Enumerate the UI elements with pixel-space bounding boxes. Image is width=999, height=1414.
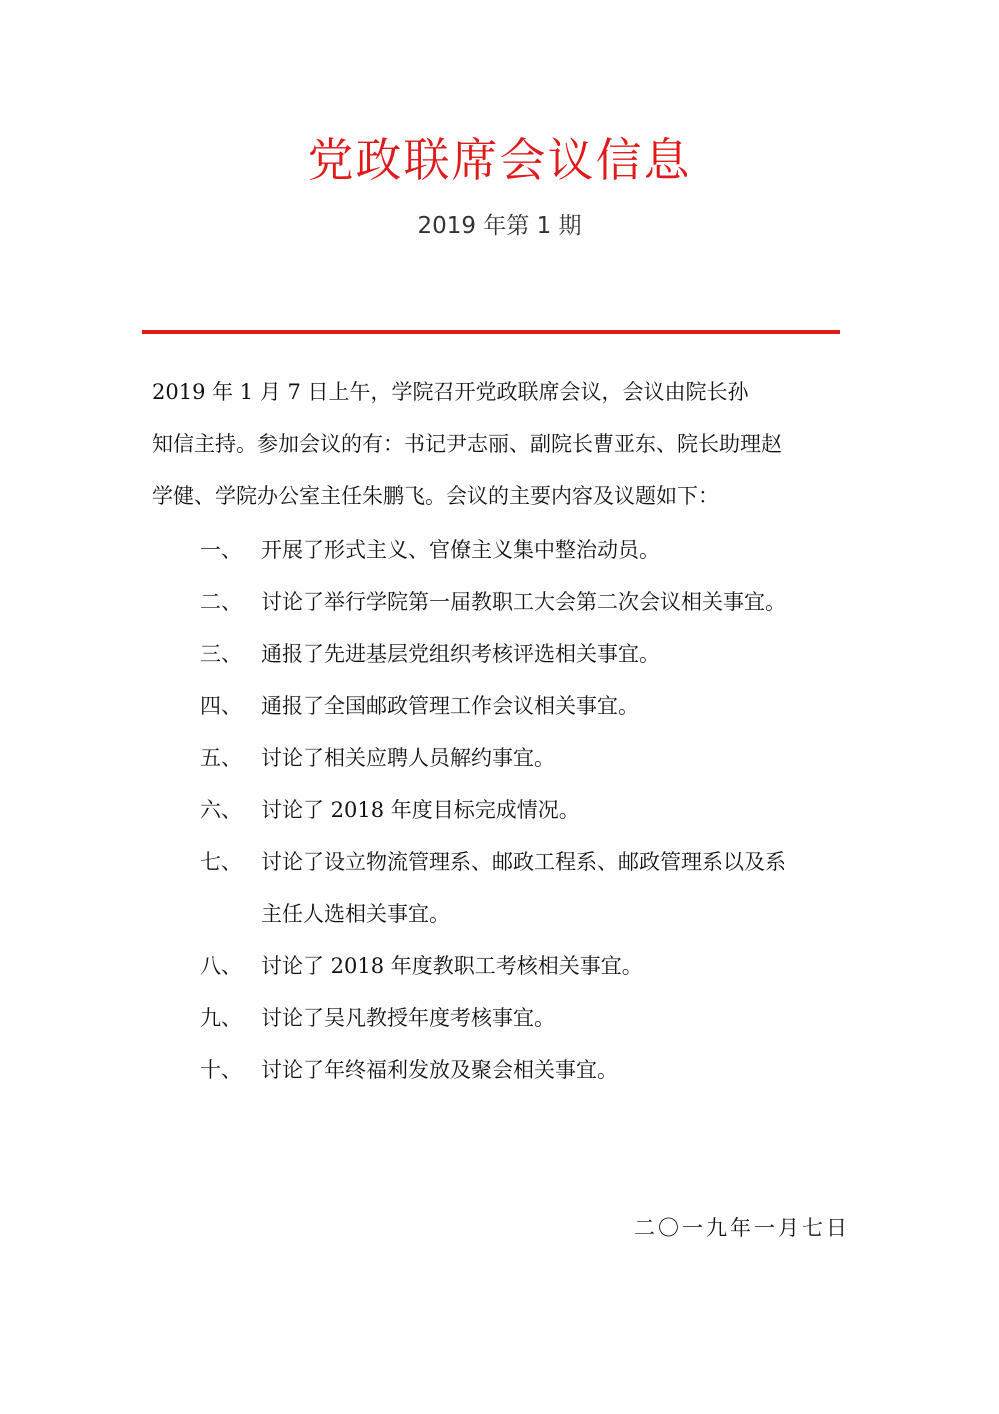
agenda-item-text: 讨论了 2018 年度目标完成情况。 xyxy=(261,798,580,822)
agenda-item-text: 讨论了设立物流管理系、邮政工程系、邮政管理系以及系 xyxy=(261,850,786,874)
agenda-item-number: 七、 xyxy=(200,850,242,874)
agenda-item-3 xyxy=(0,628,999,680)
agenda-item-text: 讨论了相关应聘人员解约事宜。 xyxy=(261,746,555,770)
agenda-item-number: 八、 xyxy=(200,954,242,978)
agenda-item-9 xyxy=(0,992,999,1044)
agenda-item-text: 讨论了举行学院第一届教职工大会第二次会议相关事宜。 xyxy=(261,590,786,614)
agenda-item-number: 十、 xyxy=(200,1058,242,1082)
agenda-item-number: 五、 xyxy=(200,746,242,770)
agenda-item-number: 九、 xyxy=(200,1006,242,1030)
document-title: 党政联席会议信息 xyxy=(307,133,692,187)
agenda-item-8 xyxy=(0,940,999,992)
agenda-item-number: 一、 xyxy=(200,538,242,562)
document-date: 二〇一九年一月七日 xyxy=(634,1216,850,1240)
agenda-item-5 xyxy=(0,732,999,784)
agenda-item-10 xyxy=(0,1044,999,1096)
agenda-item-number: 六、 xyxy=(200,798,242,822)
intro-paragraph xyxy=(152,366,852,522)
agenda-item-text: 通报了全国邮政管理工作会议相关事宜。 xyxy=(261,694,639,718)
intro-line: 知信主持。参加会议的有：书记尹志丽、副院长曹亚东、院长助理赵 xyxy=(152,432,782,456)
agenda-item-number: 三、 xyxy=(200,642,242,666)
agenda-item-text: 通报了先进基层党组织考核评选相关事宜。 xyxy=(261,642,660,666)
agenda-item-1 xyxy=(0,524,999,576)
agenda-item-7 xyxy=(0,836,999,940)
agenda-item-6 xyxy=(0,784,999,836)
intro-line: 2019 年 1 月 7 日上午，学院召开党政联席会议，会议由院长孙 xyxy=(152,380,749,404)
agenda-item-2 xyxy=(0,576,999,628)
issue-number: 2019 年第 1 期 xyxy=(417,213,582,239)
agenda-item-text: 开展了形式主义、官僚主义集中整治动员。 xyxy=(261,538,660,562)
agenda-item-text: 讨论了吴凡教授年度考核事宜。 xyxy=(261,1006,555,1030)
agenda-list xyxy=(0,524,999,1096)
agenda-item-number: 四、 xyxy=(200,694,242,718)
agenda-item-text: 讨论了年终福利发放及聚会相关事宜。 xyxy=(261,1058,618,1082)
red-divider-rule xyxy=(142,330,840,334)
intro-line: 学健、学院办公室主任朱鹏飞。会议的主要内容及议题如下： xyxy=(152,484,719,508)
agenda-item-number: 二、 xyxy=(200,590,242,614)
agenda-item-4 xyxy=(0,680,999,732)
agenda-item-text-continued: 主任人选相关事宜。 xyxy=(261,902,450,926)
agenda-item-text: 讨论了 2018 年度教职工考核相关事宜。 xyxy=(261,954,643,978)
